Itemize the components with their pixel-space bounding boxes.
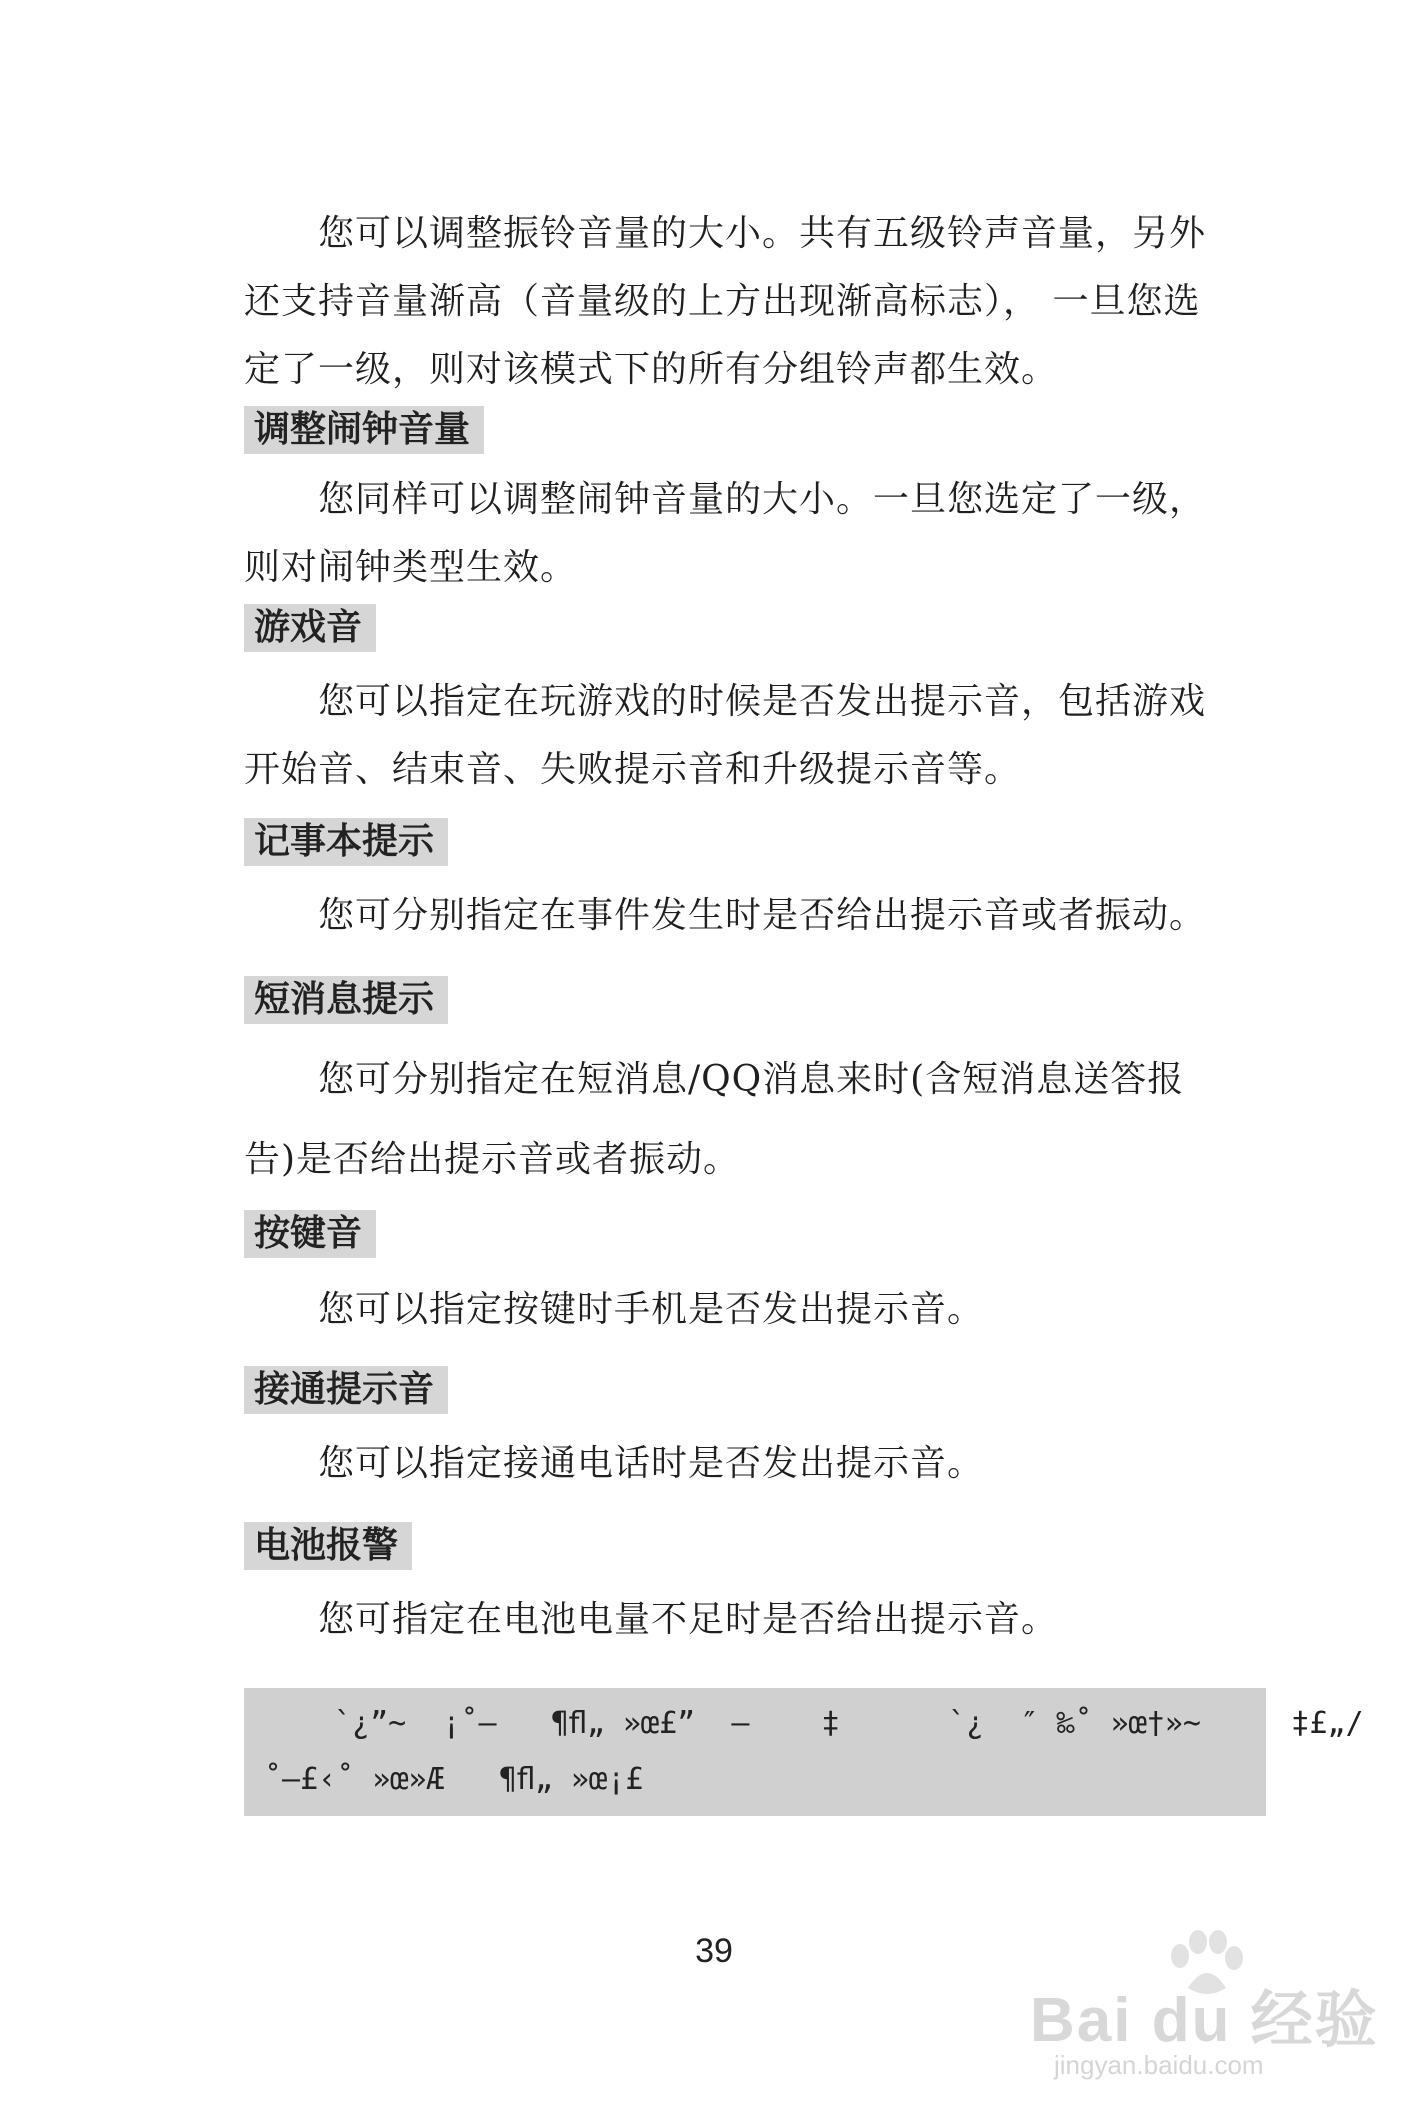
connect-paragraph: 您可以指定接通电话时是否发出提示音。 — [318, 1443, 985, 1484]
sms-heading: 短消息提示 — [244, 976, 448, 1024]
battery-paragraph: 您可指定在电池电量不足时是否给出提示音。 — [318, 1599, 1059, 1640]
baidu-watermark — [1030, 1930, 1410, 2100]
alarm-volume-heading: 调整闹钟音量 — [244, 406, 484, 454]
battery-heading: 电池报警 — [244, 1522, 412, 1570]
note-line-1: `¿”~ ¡˚– ¶ﬂ„ »œ£” – ‡ `¿ ″ ‰˚ »œ†»~ ‡£„/ — [334, 1706, 1364, 1741]
watermark-url: jingyan.baidu.com — [1054, 2050, 1264, 2080]
notepad-heading: 记事本提示 — [244, 818, 448, 866]
page-number: 39 — [695, 1932, 733, 1970]
note-box — [244, 1688, 1364, 1816]
notepad-paragraph: 您可分别指定在事件发生时是否给出提示音或者振动。 — [318, 895, 1207, 936]
keypad-paragraph: 您可以指定按键时手机是否发出提示音。 — [318, 1289, 985, 1330]
sms-paragraph: 您可分别指定在短消息/QQ消息来时(含短消息送答报告)是否给出提示音或者振动。 — [244, 1059, 1185, 1180]
keypad-heading: 按键音 — [244, 1210, 376, 1258]
alarm-volume-paragraph: 您同样可以调整闹钟音量的大小。一旦您选定了一级，则对闹钟类型生效。 — [244, 479, 1207, 588]
game-sound-paragraph: 您可以指定在玩游戏的时候是否发出提示音，包括游戏开始音、结束音、失败提示音和升级提示音等。 — [244, 681, 1207, 790]
game-sound-heading: 游戏音 — [244, 604, 376, 652]
connect-heading: 接通提示音 — [244, 1366, 448, 1414]
note-line-2: ˚–£‹˚ »œ»Æ ¶ﬂ„ »œ¡£ — [264, 1762, 644, 1797]
watermark-logo: Bai du 经验 — [1030, 1986, 1379, 2055]
ring-volume-paragraph: 您可以调整振铃音量的大小。共有五级铃声音量，另外还支持音量渐高（音量级的上方出现渐高标志）， 一旦您选定了一级，则对该模式下的所有分组铃声都生效。 — [244, 213, 1207, 390]
